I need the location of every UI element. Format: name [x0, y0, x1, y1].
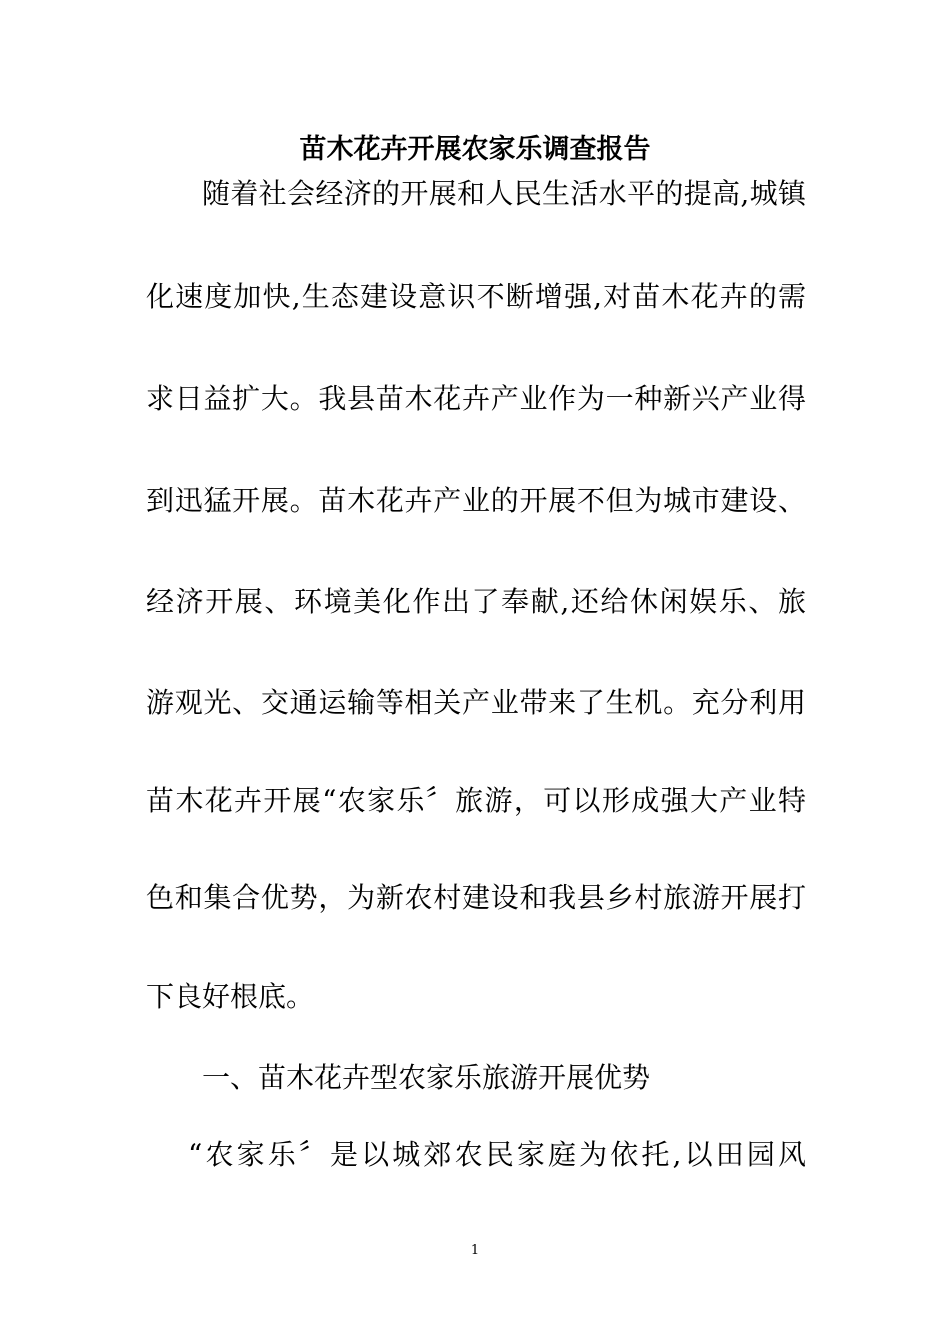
document-title: 苗木花卉开展农家乐调查报告 — [299, 134, 651, 165]
page-number: 1 — [470, 1243, 480, 1258]
section-heading: 一、苗木花卉型农家乐旅游开展优势 — [202, 1061, 651, 1094]
paragraph-line: 经济开展、环境美化作出了奉献,还给休闲娱乐、旅 — [146, 585, 806, 618]
paragraph-line: 求日益扩大。我县苗木花卉产业作为一种新兴产业得 — [146, 382, 806, 415]
paragraph-line: 苗木花卉开展“农家乐〞旅游，可以形成强大产业特 — [146, 784, 806, 817]
paragraph-line: 随着社会经济的开展和人民生活水平的提高,城镇 — [202, 177, 806, 210]
paragraph-line: “农家乐〞是以城郊农民家庭为依托,以田园风 — [188, 1138, 806, 1171]
paragraph-line: 化速度加快,生态建设意识不断增强,对苗木花卉的需 — [146, 280, 806, 313]
paragraph-line: 到迅猛开展。苗木花卉产业的开展不但为城市建设、 — [146, 484, 806, 517]
paragraph-line: 游观光、交通运输等相关产业带来了生机。充分利用 — [146, 686, 806, 719]
paragraph-line: 色和集合优势，为新农村建设和我县乡村旅游开展打 — [146, 881, 806, 914]
paragraph-line: 下良好根底。 — [146, 980, 315, 1013]
